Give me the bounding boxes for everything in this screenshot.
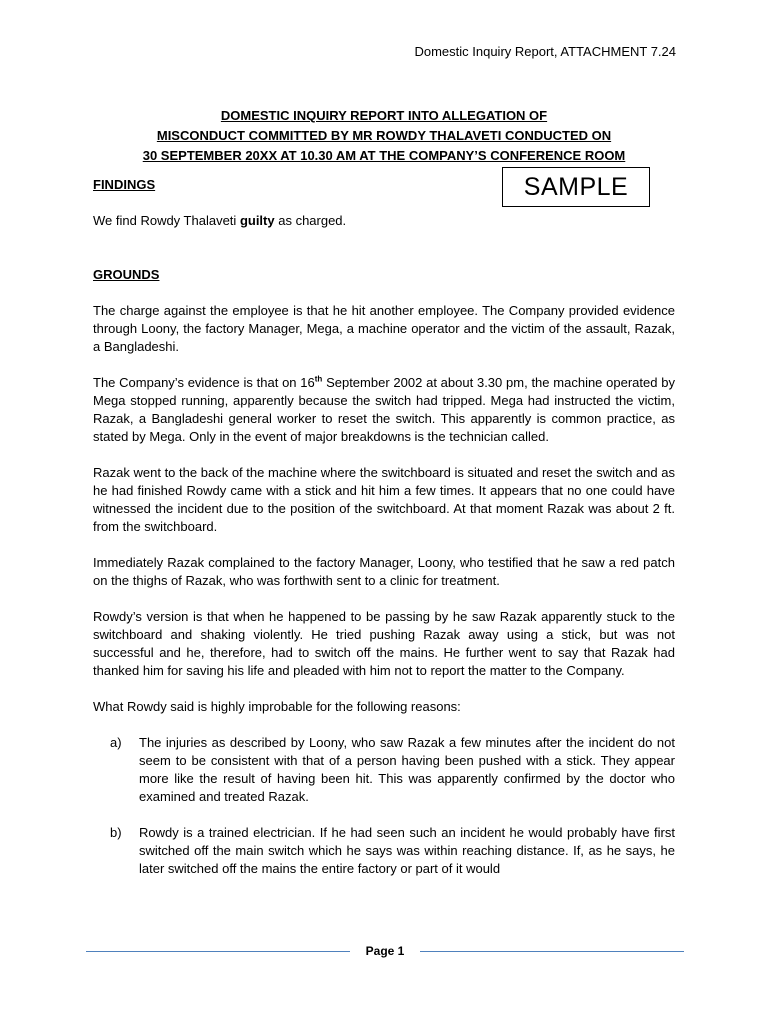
title-line-1: DOMESTIC INQUIRY REPORT INTO ALLEGATION OF	[220, 108, 548, 123]
grounds-paragraph-5: Rowdy’s version is that when he happened to be passing by he saw Razak apparently stuck to the switchboard and shaking violently. He tried pushing Razak away using a stick, but was not successful and he, therefore, had to switch off the mains. He further went to say that Razak had thanked him for saving his life and pleaded with him not to report the matter to the Company.	[93, 609, 675, 678]
list-marker: b)	[110, 825, 122, 840]
list-marker: a)	[110, 735, 122, 750]
grounds-paragraph-4: Immediately Razak complained to the factory Manager, Loony, who testified that he saw a red patch on the thighs of Razak, who was forthwith sent to a clinic for treatment.	[93, 555, 675, 588]
list-item	[93, 824, 675, 878]
running-header: Domestic Inquiry Report, ATTACHMENT 7.24	[414, 44, 676, 59]
grounds-paragraph-3: Razak went to the back of the machine where the switchboard is situated and reset the switch and as he had finished Rowdy came with a stick and hit him a few times. It appears that no one could have witnessed the incident due to the position of the switchboard. At that moment Razak was about 2 ft. from the switchboard.	[93, 465, 675, 534]
title-line-2: MISCONDUCT COMMITTED BY MR ROWDY THALAVETI CONDUCTED ON	[156, 128, 612, 143]
footer-rule-right	[420, 951, 684, 952]
title-line-3: 30 SEPTEMBER 20XX AT 10.30 AM AT THE COMPANY’S CONFERENCE ROOM	[142, 148, 626, 163]
page-footer	[86, 942, 684, 960]
report-body	[93, 176, 675, 878]
page-number: Page 1	[365, 944, 405, 958]
grounds-heading: GROUNDS	[93, 267, 160, 282]
sample-stamp: SAMPLE	[502, 167, 650, 207]
list-item	[93, 734, 675, 806]
reasons-list	[93, 734, 675, 878]
grounds-paragraph-2: The Company’s evidence is that on 16th September 2002 at about 3.30 pm, the machine operated by Mega stopped running, apparently because the switch had tripped. Mega had instructed the victim, Razak, a Bangladeshi general worker to reset the switch. This apparently is common practice, as stated by Mega. Only in the event of major breakdowns is the technician called.	[93, 374, 675, 444]
list-item-text: The injuries as described by Loony, who saw Razak a few minutes after the incident do not seem to be consistent with that of a person having been pushed with a stick. They appear more like the result of having been hit. This was apparently confirmed by the doctor who examined and treated Razak.	[139, 735, 675, 804]
findings-text: We find Rowdy Thalaveti guilty as charged.	[93, 213, 347, 228]
report-title	[93, 106, 675, 166]
footer-rule-left	[86, 951, 350, 952]
list-item-text: Rowdy is a trained electrician. If he had seen such an incident he would probably have first switched off the main switch which he says was within reaching distance. If, as he says, he later switched off the mains the entire factory or part of it would	[139, 825, 675, 876]
verdict: guilty	[239, 213, 275, 228]
findings-heading: FINDINGS	[93, 177, 156, 192]
grounds-paragraph-6: What Rowdy said is highly improbable for the following reasons:	[93, 699, 461, 714]
grounds-paragraph-1: The charge against the employee is that he hit another employee. The Company provided evidence through Loony, the factory Manager, Mega, a machine operator and the victim of the assault, Razak, a Bangladeshi.	[93, 303, 675, 354]
